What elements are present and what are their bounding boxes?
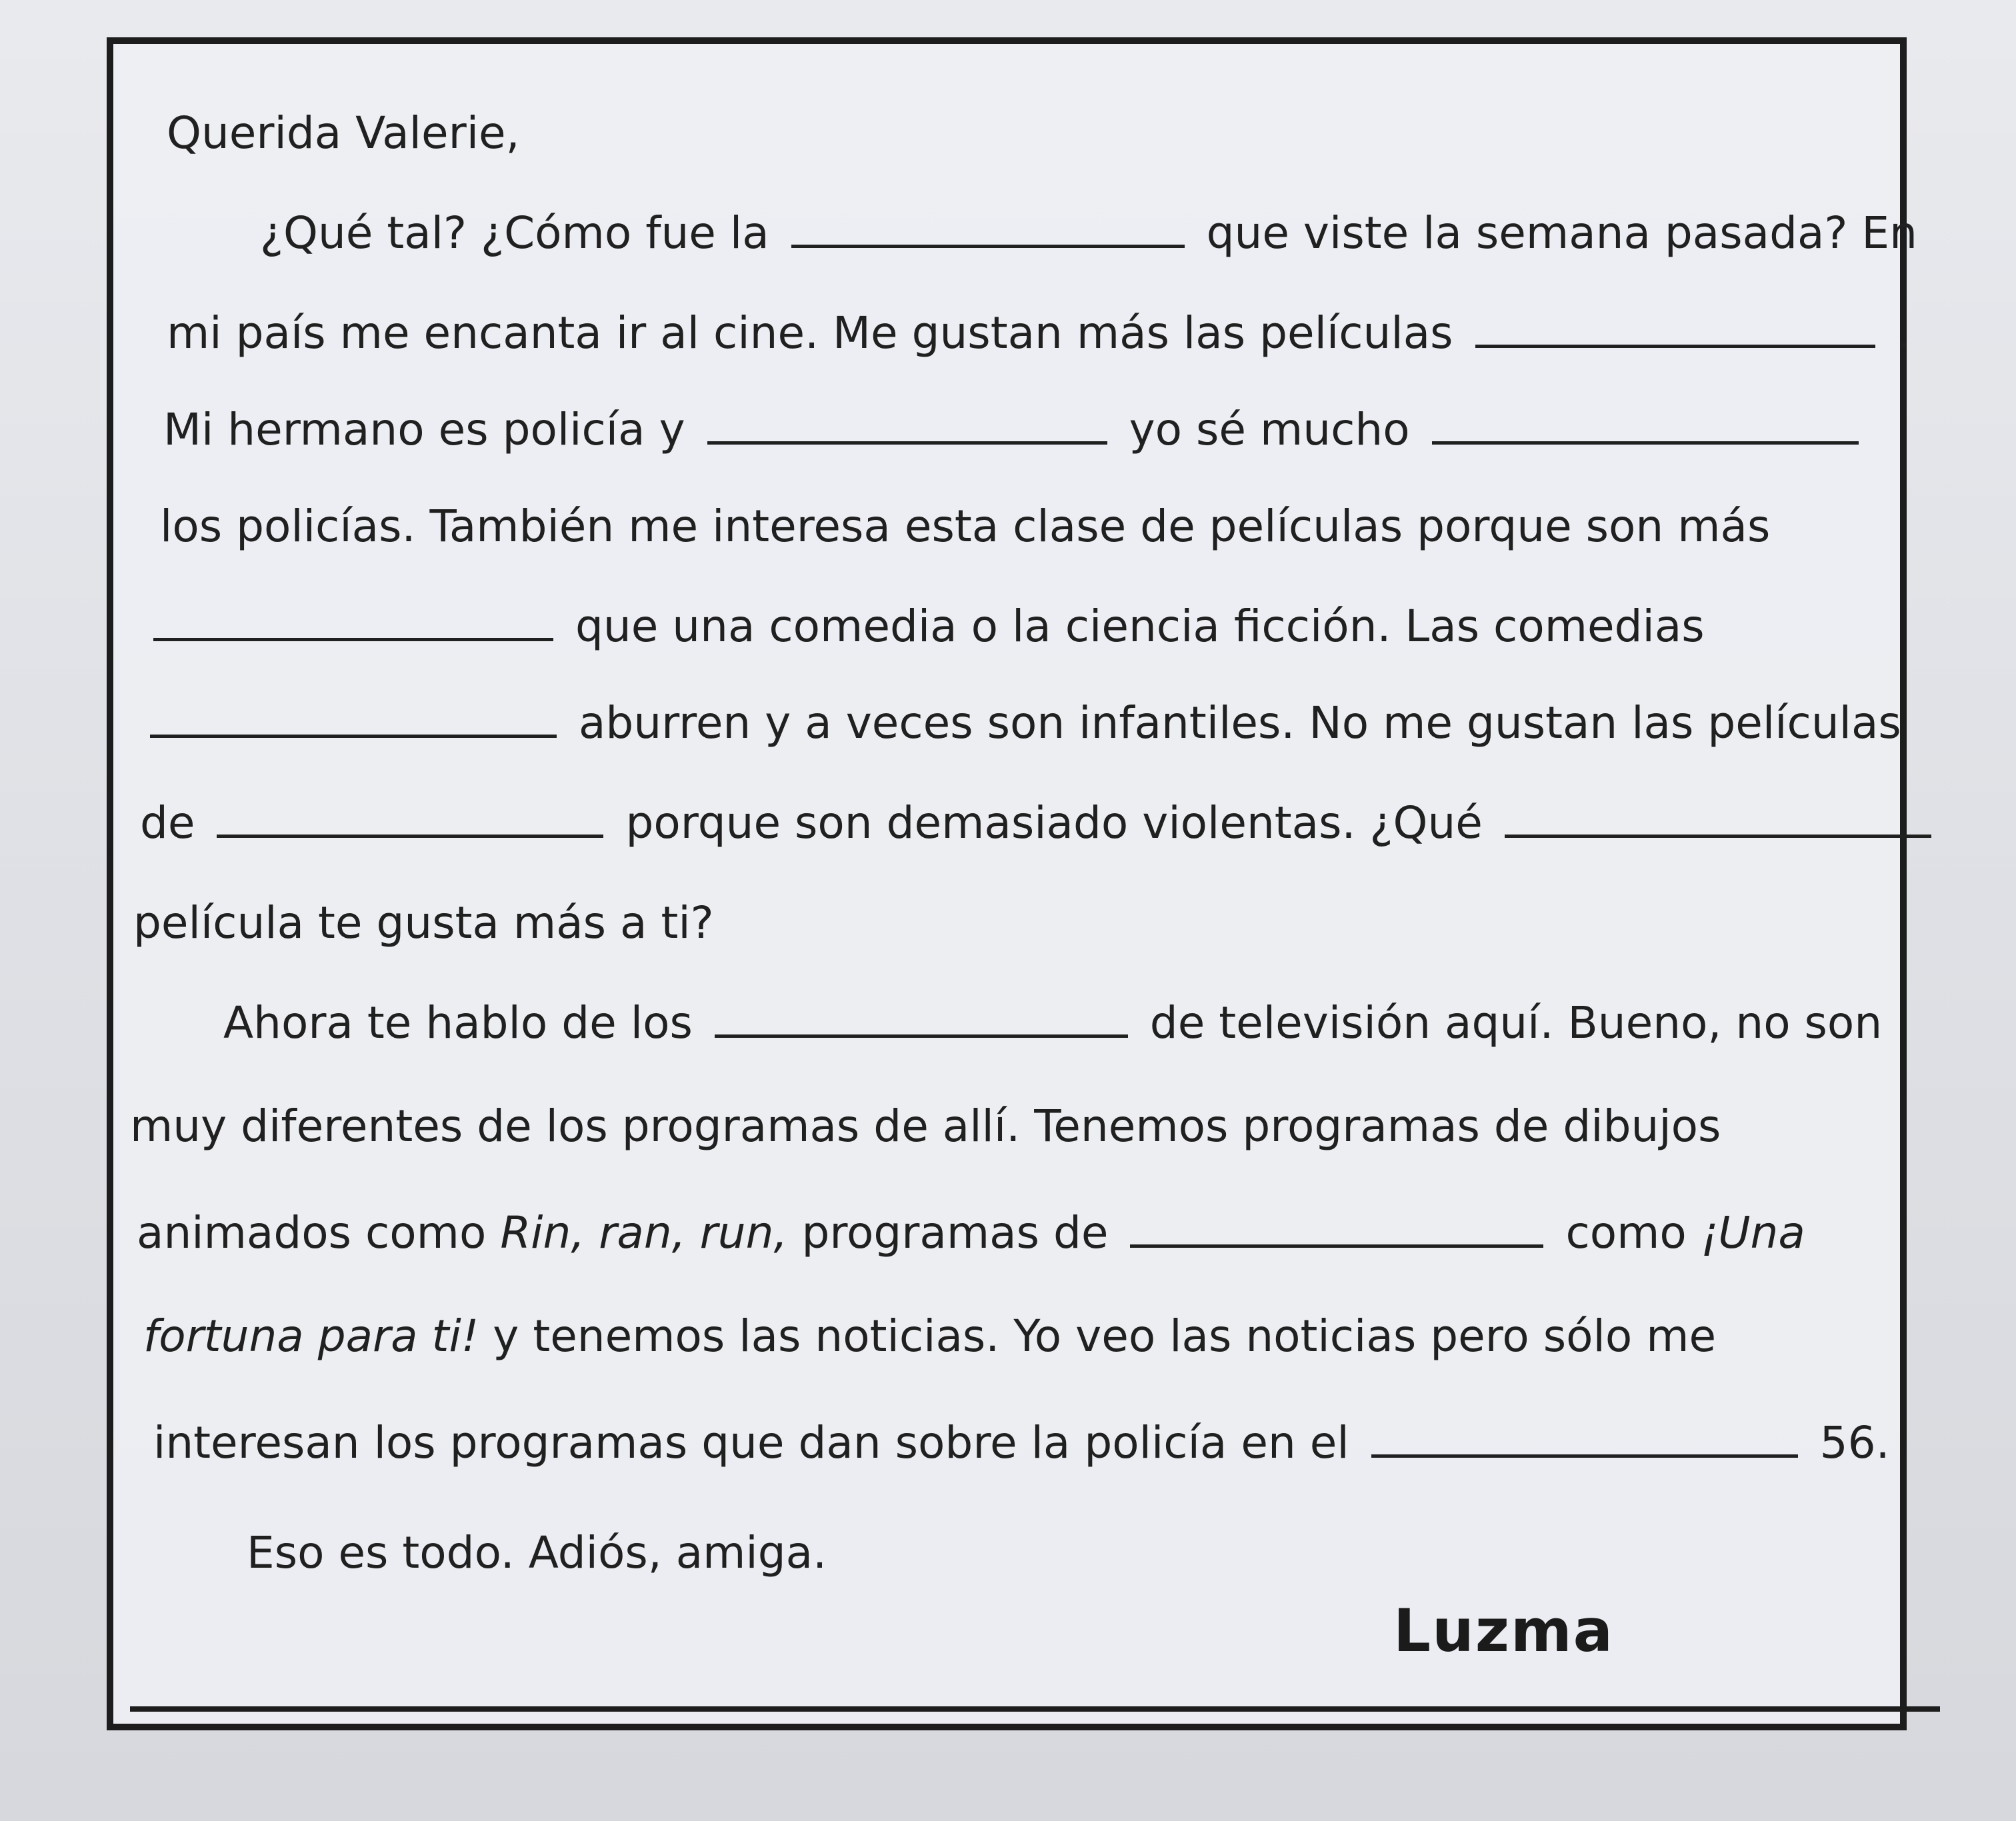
letter-text: . (1897, 307, 1911, 359)
letter-line-6 (150, 697, 1901, 750)
letter-line-11 (137, 1206, 1805, 1260)
letter-line-13 (153, 1416, 1890, 1470)
letter-signature: Luzma (1393, 1596, 1615, 1665)
letter-text: que una comedia o la ciencia ficción. Las comedias (575, 601, 1705, 652)
frame-bottom-edge (130, 1706, 1940, 1712)
letter-line-3 (163, 403, 1867, 457)
letter-text: yo sé mucho (1129, 404, 1410, 455)
letter-frame (107, 37, 1907, 1730)
letter-line-12 (143, 1310, 1716, 1363)
fill-in-blank-10[interactable] (1130, 1244, 1543, 1248)
letter-text: y tenemos las noticias. Yo veo las noticias pero sólo me (493, 1310, 1717, 1362)
letter-text: mi país me encanta ir al cine. Me gustan más las películas (167, 307, 1453, 359)
letter-text: animados como (137, 1207, 487, 1258)
letter-text: Ahora te hablo de los (223, 997, 693, 1048)
fill-in-blank-4[interactable] (1432, 441, 1859, 445)
letter-text: de televisión aquí. Bueno, no son (1149, 997, 1883, 1048)
background-showthrough (1347, 0, 1356, 34)
letter-text: 56. (1819, 1417, 1890, 1468)
letter-line-5 (153, 600, 1705, 653)
fill-in-blank-1[interactable] (791, 245, 1185, 248)
letter-text: Mi hermano es policía y (163, 404, 685, 455)
letter-line-9 (223, 996, 1882, 1050)
show-title-una-fortuna: ¡Una (1700, 1207, 1805, 1258)
letter-line-8: película te gusta más a ti? (133, 897, 714, 948)
fill-in-blank-7[interactable] (217, 835, 603, 838)
show-title-una-fortuna-cont: fortuna para ti! (143, 1310, 479, 1362)
fill-in-blank-5[interactable] (153, 638, 553, 641)
letter-line-10: muy diferentes de los programas de allí. Tenemos programas de dibujos (130, 1100, 1721, 1152)
letter-line-7 (140, 797, 1939, 850)
letter-greeting: Querida Valerie, (167, 107, 520, 159)
fill-in-blank-6[interactable] (150, 735, 557, 738)
letter-text: interesan los programas que dan sobre la policía en el (153, 1417, 1349, 1468)
letter-text: que viste la semana pasada? En (1206, 207, 1917, 259)
fill-in-blank-2[interactable] (1475, 345, 1875, 348)
letter-text: como (1565, 1207, 1687, 1258)
fill-in-blank-9[interactable] (715, 1034, 1128, 1038)
fill-in-blank-8[interactable] (1505, 835, 1931, 838)
letter-text: porque son demasiado violentas. ¿Qué (625, 797, 1483, 849)
fill-in-blank-11[interactable] (1371, 1454, 1798, 1458)
letter-line-1 (260, 207, 1917, 260)
letter-text: aburren y a veces son infantiles. No me gustan las películas (578, 697, 1901, 749)
letter-text: ¿Qué tal? ¿Cómo fue la (260, 207, 769, 259)
letter-text: programas de (801, 1207, 1109, 1258)
show-title-rin-ran-run: Rin, ran, run, (500, 1207, 788, 1258)
letter-line-2 (167, 307, 1911, 360)
letter-line-4: los policías. También me interesa esta clase de películas porque son más (160, 501, 1771, 552)
fill-in-blank-3[interactable] (707, 441, 1107, 445)
letter-text: de (140, 797, 195, 849)
letter-closing: Eso es todo. Adiós, amiga. (247, 1527, 827, 1578)
